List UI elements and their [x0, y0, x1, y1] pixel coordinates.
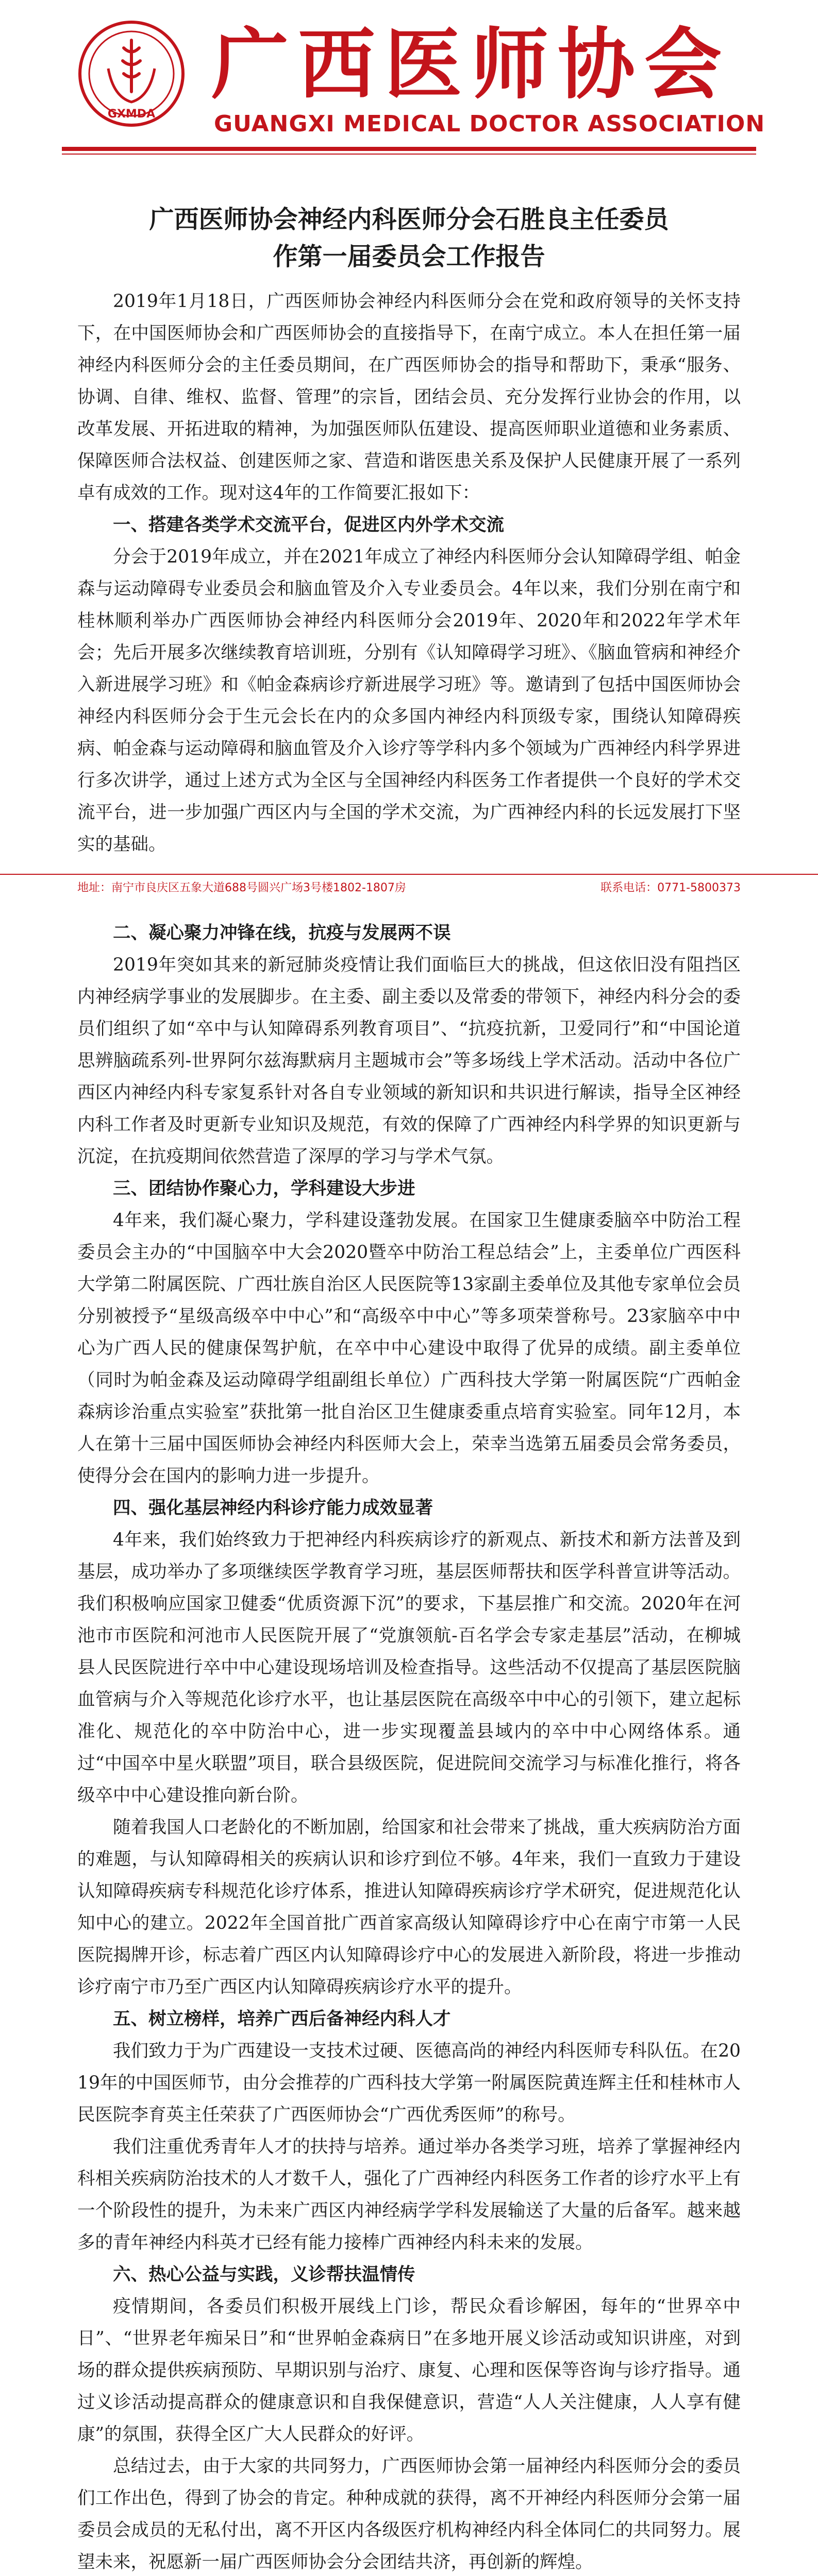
section-6-heading: 六、热心公益与实践，义诊帮扶温情传: [113, 2264, 415, 2285]
section-2-paragraph: 2019年突如其来的新冠肺炎疫情让我们面临巨大的挑战，但这依旧没有阻挡区内神经病学事业的发展脚步。在主委、副主委以及常委的带领下，神经内科分会的委员们组织了如“卒中与认知障碍系列教育项目”、“抗疫抗新，卫爱同行”和“中国论道思辨脑疏系列-世界阿尔兹海默病月主题城市会”等多场线上学术活动。活动中各位广西区内神经内科专家复系针对各自专业领域的新知识和共识进行解读，指导全区神经内科工作者及时更新专业知识及规范，有效的保障了广西神经内科学界的知识更新与沉淀，在抗疫期间依然营造了深厚的学习与学术气氛。: [77, 955, 741, 1167]
seal-text: GXMDA: [107, 108, 156, 121]
footer-address: 地址：南宁市良庆区五象大道688号圆兴广场3号楼1802-1807房: [77, 882, 406, 894]
report-title: [72, 185, 746, 275]
section-1-paragraph: 分会于2019年成立，并在2021年成立了神经内科医师分会认知障碍学组、帕金森与运动障碍专业委员会和脑血管及介入专业委员会。4年以来，我们分别在南宁和桂林顺利举办广西医师协会神经内科医师分会2019年、2020年和2022年学术年会；先后开展多次继续教育培训班，分别有《认知障碍学习班》、《脑血管病和神经介入新进展学习班》和《帕金森病诊疗新进展学习班》等。邀请到了包括中国医师协会神经内科医师分会于生元会长在内的众多国内神经内科顶级专家，围绕认知障碍疾病、帕金森与运动障碍和脑血管及介入诊疗等学科内多个领域为广西神经内科学界进行多次讲学，通过上述方式为全区与全国神经内科医务工作者提供一个良好的学术交流平台，进一步加强广西区内与全国的学术交流，为广西神经内科的长远发展打下坚实的基础。: [77, 547, 741, 855]
section-1-heading: 一、搭建各类学术交流平台，促进区内外学术交流: [113, 515, 504, 535]
letterhead: [0, 0, 818, 185]
section-2-heading: 二、凝心聚力冲锋在线，抗疫与发展两不误: [113, 923, 451, 943]
section-6-paragraph: 疫情期间，各委员们积极开展线上门诊，帮民众看诊解困，每年的“世界卒中日”、“世界老年痴呆日”和“世界帕金森病日”在多地开展义诊活动或知识讲座，对到场的群众提供疾病预防、早期识别与治疗、康复、心理和医保等咨询与诊疗指导。通过义诊活动提高群众的健康意识和自我保健意识，营造“人人关注健康，人人享有健康”的氛围，获得全区广大人民群众的好评。: [77, 2296, 741, 2445]
header-rule: [62, 147, 756, 151]
org-name-en: GUANGXI MEDICAL DOCTOR ASSOCIATION: [214, 111, 765, 137]
page-footer: [0, 874, 818, 893]
intro-paragraph: 2019年1月18日，广西医师协会神经内科医师分会在党和政府领导的关怀支持下，在中国医师协会和广西医师协会的直接指导下，在南宁成立。本人在担任第一届神经内科医师分会的主任委员期间，在广西医师协会的指导和帮助下，秉承“服务、协调、自律、维权、监督、管理”的宗旨，团结会员、充分发挥行业协会的作用，以改革发展、开拓进取的精神，为加强医师队伍建设、提高医师职业道德和业务素质、保障医师合法权益、创建医师之家、营造和谐医患关系及保护人民健康开展了一系列卓有成效的工作。现对这4年的工作简要汇报如下：: [77, 291, 741, 503]
section-5-paragraph-2: 我们注重优秀青年人才的扶持与培养。通过举办各类学习班，培养了掌握神经内科相关疾病防治技术的人才数千人，强化了广西神经内科医务工作者的诊疗水平上有一个阶段性的提升，为未来广西区内神经病学学科发展输送了大量的后备军。越来越多的青年神经内科英才已经有能力接棒广西神经内科未来的发展。: [77, 2137, 741, 2253]
closing-paragraph-1: 总结过去，由于大家的共同努力，广西医师协会第一届神经内科医师分会的委员们工作出色，得到了协会的肯定。种种成就的获得，离不开神经内科医师分会第一届委员会成员的无私付出，离不开区内各级医疗机构神经内科全体同仁的共同努力。展望未来，祝愿新一届广西医师协会分会团结共济，再创新的辉煌。: [77, 2456, 741, 2572]
section-4-paragraph-2: 随着我国人口老龄化的不断加剧，给国家和社会带来了挑战，重大疾病防治方面的难题，与认知障碍相关的疾病认识和诊疗到位不够。4年来，我们一直致力于建设认知障碍疾病专科规范化诊疗体系，推进认知障碍疾病诊疗学术研究，促进规范化认知中心的建立。2022年全国首批广西首家高级认知障碍诊疗中心在南宁市第一人民医院揭牌开诊，标志着广西区内认知障碍诊疗中心的发展进入新阶段，将进一步推动诊疗南宁市乃至广西区内认知障碍疾病诊疗水平的提升。: [77, 1817, 741, 1997]
section-4-heading: 四、强化基层神经内科诊疗能力成效显著: [113, 1498, 433, 1518]
footer-phone: 联系电话：0771-5800373: [600, 882, 741, 894]
section-5-paragraph-1: 我们致力于为广西建设一支技术过硬、医德高尚的神经内科医师专科队伍。在2019年的中国医师节，由分会推荐的广西科技大学第一附属医院黄连辉主任和桂林市人民医院李育英主任荣获了广西医师协会“广西优秀医师”的称号。: [77, 2041, 741, 2125]
association-seal-icon: [77, 20, 186, 128]
section-4-paragraph-1: 4年来，我们始终致力于把神经内科疾病诊疗的新观点、新技术和新方法普及到基层，成功举办了多项继续医学教育学习班，基层医师帮扶和医学科普宣讲等活动。我们积极响应国家卫健委“优质资源下沉”的要求，下基层推广和交流。2020年在河池市市医院和河池市人民医院开展了“党旗领航-百名学会专家走基层”活动，在柳城县人民医院进行卒中中心建设现场培训及检查指导。这些活动不仅提高了基层医院脑血管病与介入等规范化诊疗水平，也让基层医院在高级卒中中心的引领下，建立起标准化、规范化的卒中防治中心，进一步实现覆盖县域内的卒中中心网络体系。通过“中国卒中星火联盟”项目，联合县级医院，促进院间交流学习与标准化推行，将各级卒中中心建设推向新台阶。: [77, 1530, 741, 1806]
section-3-heading: 三、团结协作聚心力，学科建设大步进: [113, 1178, 415, 1199]
report-body-part1: [0, 275, 818, 860]
section-3-paragraph: 4年来，我们凝心聚力，学科建设蓬勃发展。在国家卫生健康委脑卒中防治工程委员会主办的“中国脑卒中大会2020暨卒中防治工程总结会”上，主委单位广西医科大学第二附属医院、广西壮族自治区人民医院等13家副主委单位及其他专家单位会员分别被授予“星级高级卒中中心”和“高级卒中中心”等多项荣誉称号。23家脑卒中中心为广西人民的健康保驾护航，在卒中中心建设中取得了优异的成绩。副主委单位（同时为帕金森及运动障碍学组副组长单位）广西科技大学第一附属医院“广西帕金森病诊治重点实验室”获批第一批自治区卫生健康委重点培育实验室。同年12月，本人在第十三届中国医师协会神经内科医师大会上，荣幸当选第五届委员会常务委员，使得分会在国内的影响力进一步提升。: [77, 1210, 741, 1486]
report-title-line2: 作第一届委员会工作报告: [273, 242, 545, 271]
header-rule-thin: [62, 154, 756, 155]
section-5-heading: 五、树立榜样，培养广西后备神经内科人才: [113, 2009, 451, 2029]
report-title-line1: 广西医师协会神经内科医师分会石胜良主任委员: [149, 205, 669, 234]
report-body-part2: [0, 907, 818, 2576]
org-name: 广西医师协会: [211, 19, 731, 110]
